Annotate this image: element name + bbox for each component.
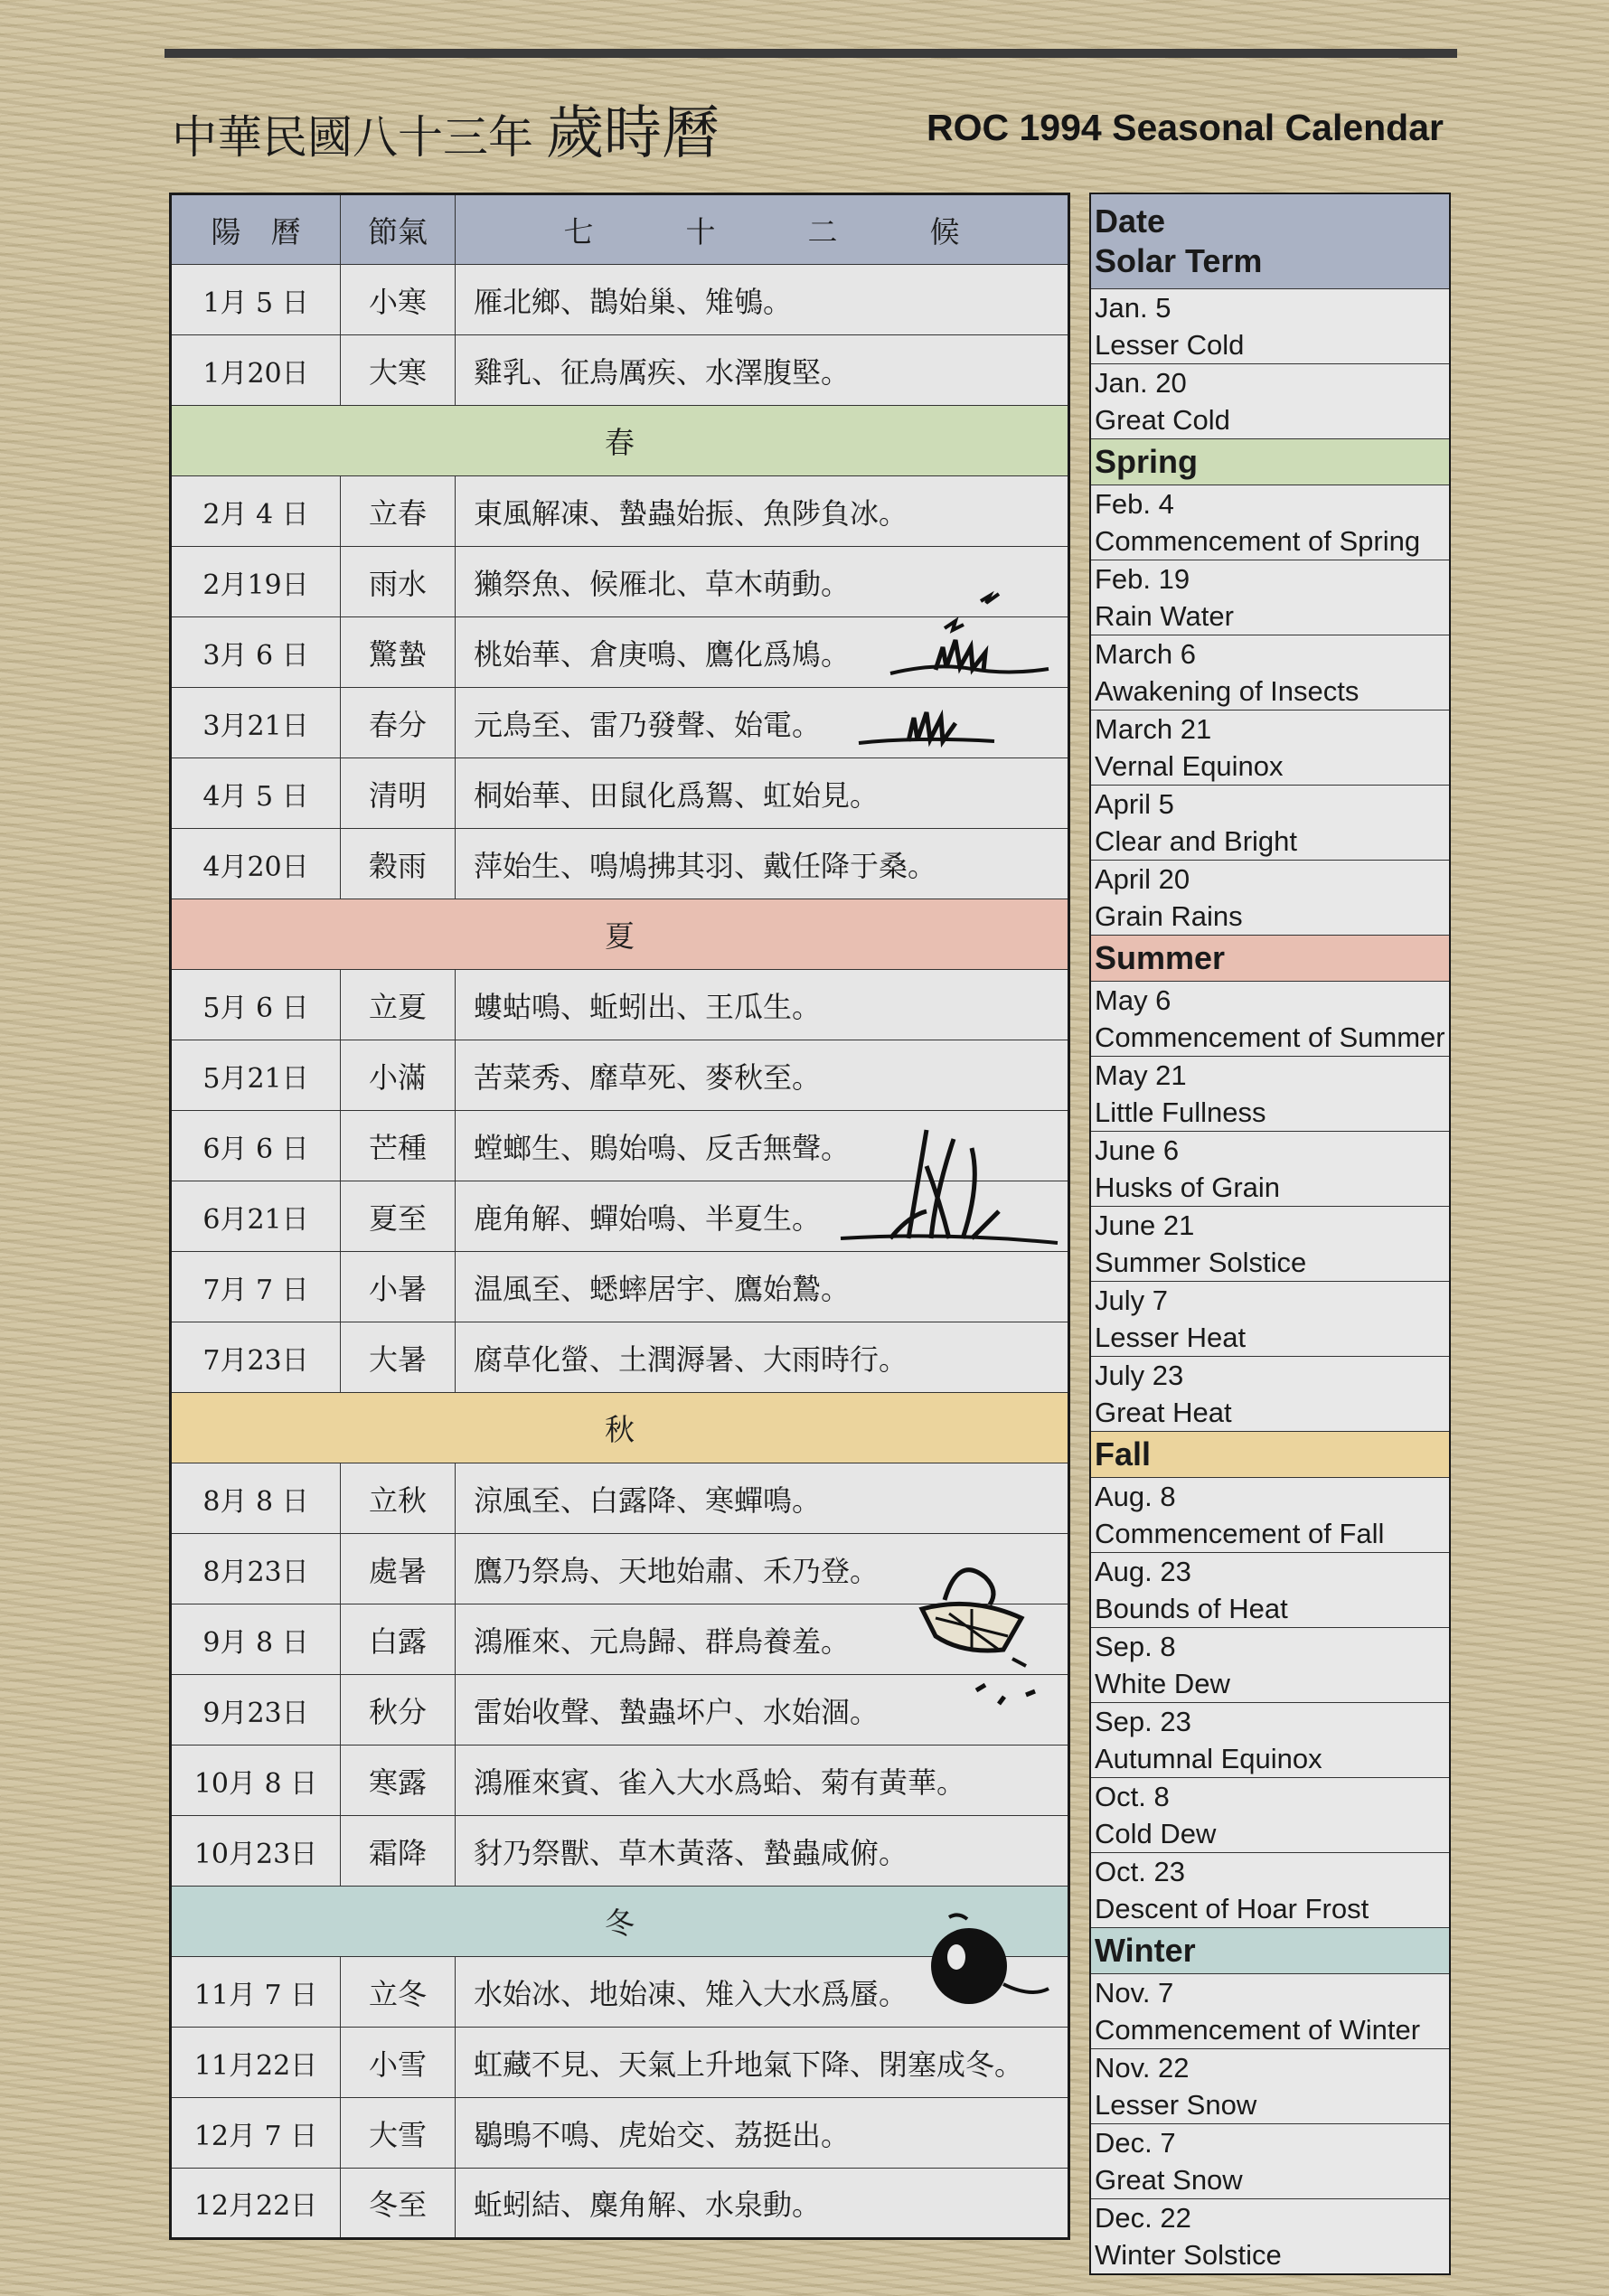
calendar-row [1090,1057,1450,1132]
calendar-row [171,2028,1069,2098]
english-date: Jan. 5 [1095,292,1171,324]
calendar-row [1090,289,1450,364]
english-date: June 21 [1095,1209,1195,1241]
solar-date-cell: 2月19日 [171,547,341,617]
solar-date-cell: 3月21日 [171,688,341,758]
date-term-cell [1090,2049,1450,2124]
calendar-row [1090,2049,1450,2124]
date-term-cell [1090,2124,1450,2199]
calendar-row [171,688,1069,758]
english-date: Nov. 22 [1095,2052,1190,2084]
calendar-row [1090,982,1450,1057]
calendar-row [171,970,1069,1040]
pentads-cell: 虹藏不見、天氣上升地氣下降、閉塞成冬。 [456,2028,1069,2098]
english-solar-term: Commencement of Summer [1095,1021,1445,1053]
calendar-row [1090,2199,1450,2275]
date-term-cell [1090,982,1450,1057]
english-date: Dec. 7 [1095,2127,1176,2159]
season-label: 春 [171,406,1069,476]
header-char: 十 [685,213,716,249]
calendar-row [1090,1974,1450,2049]
pentads-cell: 元鳥至、雷乃發聲、始電。 [456,688,1069,758]
solar-term-cell: 立春 [341,476,456,547]
english-date: June 6 [1095,1134,1180,1166]
solar-term-cell: 霜降 [341,1816,456,1887]
solar-date-cell: 7月 7 日 [171,1252,341,1322]
season-row-winter [171,1887,1069,1957]
page-title-english: ROC 1994 Seasonal Calendar [927,107,1444,148]
english-date: Nov. 7 [1095,1977,1174,2009]
solar-term-cell: 穀雨 [341,829,456,899]
date-term-cell [1090,1478,1450,1553]
calendar-row [171,1816,1069,1887]
english-solar-term: Commencement of Spring [1095,525,1421,557]
calendar-row [1090,1132,1450,1207]
calendar-row [171,1957,1069,2028]
solar-term-cell: 大雪 [341,2098,456,2169]
calendar-row [1090,1357,1450,1432]
season-row-spring [171,406,1069,476]
title-year: 中華民國八十三年 [172,111,533,164]
pentads-cell: 東風解凍、蟄蟲始振、魚陟負冰。 [456,476,1069,547]
pentads-cell: 雞乳、征鳥厲疾、水澤腹堅。 [456,335,1069,406]
calendar-row [171,617,1069,688]
solar-term-cell: 清明 [341,758,456,829]
calendar-row [1090,861,1450,936]
chinese-calendar-table [169,193,1070,2240]
english-solar-term: Autumnal Equinox [1095,1743,1322,1774]
solar-term-cell: 立秋 [341,1463,456,1534]
season-label: 夏 [171,899,1069,970]
english-date: April 20 [1095,863,1190,895]
solar-date-cell: 4月20日 [171,829,341,899]
calendar-row [171,2098,1069,2169]
header-term: Solar Term [1095,242,1263,279]
calendar-row [171,335,1069,406]
date-term-cell [1090,1778,1450,1853]
english-solar-term: Grain Rains [1095,900,1243,932]
solar-term-cell: 小寒 [341,265,456,335]
pentads-cell: 豺乃祭獸、草木黃落、蟄蟲咸俯。 [456,1816,1069,1887]
english-solar-term: Commencement of Fall [1095,1518,1385,1549]
date-term-cell [1090,1207,1450,1282]
calendar-row [1090,1853,1450,1928]
date-term-cell [1090,1132,1450,1207]
solar-date-cell: 11月22日 [171,2028,341,2098]
header-char: 二 [807,213,838,249]
english-solar-term: Lesser Snow [1095,2089,1257,2121]
solar-date-cell: 4月 5 日 [171,758,341,829]
pentads-cell: 萍始生、鳴鳩拂其羽、戴任降于桑。 [456,829,1069,899]
solar-term-cell: 秋分 [341,1675,456,1746]
solar-term-cell: 大暑 [341,1322,456,1393]
english-date: July 23 [1095,1360,1184,1391]
calendar-row [1090,2124,1450,2199]
season-label: Summer [1090,936,1450,982]
pentads-cell: 鴻雁來、元鳥歸、群鳥養羞。 [456,1604,1069,1675]
date-term-cell [1090,2199,1450,2275]
calendar-row [171,2169,1069,2239]
calendar-row [171,1111,1069,1181]
header-char: 七 [563,213,594,249]
solar-date-cell: 5月 6 日 [171,970,341,1040]
pentads-cell: 螻蛄鳴、蚯蚓出、王瓜生。 [456,970,1069,1040]
season-label: 秋 [171,1393,1069,1463]
solar-term-cell: 大寒 [341,335,456,406]
solar-term-cell: 白露 [341,1604,456,1675]
solar-term-cell: 冬至 [341,2169,456,2239]
english-date: Feb. 19 [1095,563,1190,595]
english-header-row [1090,193,1450,289]
calendar-row [171,1746,1069,1816]
english-date: Sep. 8 [1095,1631,1176,1662]
solar-term-cell: 小滿 [341,1040,456,1111]
solar-date-cell: 8月23日 [171,1534,341,1604]
solar-term-cell: 立夏 [341,970,456,1040]
english-solar-term: Cold Dew [1095,1818,1217,1849]
calendar-row [1090,364,1450,439]
solar-date-cell: 2月 4 日 [171,476,341,547]
season-row-summer [171,899,1069,970]
english-solar-term: Bounds of Heat [1095,1593,1288,1624]
english-date: Aug. 23 [1095,1556,1191,1587]
calendar-row [1090,1553,1450,1628]
calendar-row [171,758,1069,829]
calendar-row [1090,1282,1450,1357]
calendar-row [171,1181,1069,1252]
header-solar-date: 陽 曆 [171,194,341,265]
date-term-cell [1090,560,1450,635]
date-term-cell [1090,364,1450,439]
calendar-row [1090,635,1450,710]
calendar-row [1090,560,1450,635]
english-date: July 7 [1095,1284,1168,1316]
solar-term-cell: 雨水 [341,547,456,617]
calendar-row [171,1675,1069,1746]
season-row-summer [1090,936,1450,982]
season-row-spring [1090,439,1450,485]
calendar-row [1090,1703,1450,1778]
english-solar-term: Great Snow [1095,2164,1243,2196]
english-solar-term: Little Fullness [1095,1096,1266,1128]
calendar-row [171,1252,1069,1322]
date-term-cell [1090,1628,1450,1703]
solar-term-cell: 寒露 [341,1746,456,1816]
english-solar-term: Awakening of Insects [1095,675,1360,707]
calendar-row [1090,786,1450,861]
solar-term-cell: 驚蟄 [341,617,456,688]
pentads-cell: 鴻雁來賓、雀入大水爲蛤、菊有黃華。 [456,1746,1069,1816]
calendar-row [171,547,1069,617]
english-date: Aug. 8 [1095,1481,1176,1512]
date-term-cell [1090,485,1450,560]
calendar-row [1090,1778,1450,1853]
english-solar-term: White Dew [1095,1668,1230,1699]
solar-term-cell: 春分 [341,688,456,758]
pentads-cell: 涼風至、白露降、寒蟬鳴。 [456,1463,1069,1534]
solar-date-cell: 5月21日 [171,1040,341,1111]
solar-date-cell: 9月23日 [171,1675,341,1746]
english-calendar-table [1089,193,1451,2275]
pentads-cell: 腐草化螢、土潤溽暑、大雨時行。 [456,1322,1069,1393]
english-solar-term: Lesser Cold [1095,329,1245,361]
season-row-fall [1090,1432,1450,1478]
header-seventy-two-pentads [456,194,1069,265]
calendar-row [1090,710,1450,786]
date-term-cell [1090,1703,1450,1778]
top-rule [165,49,1457,58]
season-label: Fall [1090,1432,1450,1478]
date-term-cell [1090,289,1450,364]
english-solar-term: Vernal Equinox [1095,750,1284,782]
calendar-row [171,1463,1069,1534]
calendar-row [171,1604,1069,1675]
solar-term-cell: 立冬 [341,1957,456,2028]
title-main: 歲時曆 [546,100,720,167]
solar-date-cell: 7月23日 [171,1322,341,1393]
calendar-row [171,476,1069,547]
date-term-cell [1090,1974,1450,2049]
english-date: March 6 [1095,638,1196,670]
solar-date-cell: 6月 6 日 [171,1111,341,1181]
pentads-cell: 温風至、蟋蟀居宇、鷹始鷙。 [456,1252,1069,1322]
chinese-table-body [171,194,1069,2239]
english-solar-term: Husks of Grain [1095,1172,1281,1203]
english-date: Oct. 23 [1095,1856,1185,1887]
date-term-cell [1090,1853,1450,1928]
english-solar-term: Descent of Hoar Frost [1095,1893,1369,1924]
english-date: March 21 [1095,713,1212,745]
pentads-cell: 鹿角解、蟬始鳴、半夏生。 [456,1181,1069,1252]
pentads-cell: 蚯蚓結、麋角解、水泉動。 [456,2169,1069,2239]
english-date: Sep. 23 [1095,1706,1191,1737]
english-date: Feb. 4 [1095,488,1174,520]
english-solar-term: Great Heat [1095,1397,1232,1428]
calendar-row [171,829,1069,899]
header-char: 候 [929,213,960,249]
header-date: Date [1095,202,1166,240]
english-date: May 21 [1095,1059,1187,1091]
solar-date-cell: 8月 8 日 [171,1463,341,1534]
calendar-row [171,265,1069,335]
english-solar-term: Winter Solstice [1095,2239,1282,2271]
pentads-cell: 水始冰、地始凍、雉入大水爲蜃。 [456,1957,1069,2028]
date-term-cell [1090,1282,1450,1357]
pentads-cell: 鷹乃祭鳥、天地始肅、禾乃登。 [456,1534,1069,1604]
solar-date-cell: 1月 5 日 [171,265,341,335]
season-row-fall [171,1393,1069,1463]
page-title-chinese [172,87,720,170]
english-date: April 5 [1095,788,1174,820]
english-solar-term: Lesser Heat [1095,1322,1247,1353]
english-header-cell [1090,193,1450,289]
pentads-cell: 苦菜秀、靡草死、麥秋至。 [456,1040,1069,1111]
season-label: 冬 [171,1887,1069,1957]
calendar-row [171,1040,1069,1111]
solar-term-cell: 芒種 [341,1111,456,1181]
solar-date-cell: 11月 7 日 [171,1957,341,2028]
pentads-cell: 獺祭魚、候雁北、草木萌動。 [456,547,1069,617]
english-solar-term: Clear and Bright [1095,825,1298,857]
english-date: Oct. 8 [1095,1781,1170,1812]
calendar-row [1090,1478,1450,1553]
solar-date-cell: 12月 7 日 [171,2098,341,2169]
date-term-cell [1090,635,1450,710]
calendar-row [1090,1207,1450,1282]
english-date: Jan. 20 [1095,367,1187,399]
date-term-cell [1090,1057,1450,1132]
chinese-header-row [171,194,1069,265]
season-label: Winter [1090,1928,1450,1974]
pentads-cell: 鶡鴠不鳴、虎始交、荔挺出。 [456,2098,1069,2169]
solar-term-cell: 夏至 [341,1181,456,1252]
pentads-cell: 桃始華、倉庚鳴、鷹化爲鳩。 [456,617,1069,688]
pentads-cell: 螳螂生、鵙始鳴、反舌無聲。 [456,1111,1069,1181]
solar-term-cell: 小雪 [341,2028,456,2098]
english-solar-term: Commencement of Winter [1095,2014,1421,2046]
season-label: Spring [1090,439,1450,485]
date-term-cell [1090,1553,1450,1628]
english-date: May 6 [1095,984,1171,1016]
english-solar-term: Great Cold [1095,404,1230,436]
date-term-cell [1090,786,1450,861]
calendar-row [171,1534,1069,1604]
solar-date-cell: 12月22日 [171,2169,341,2239]
solar-date-cell: 6月21日 [171,1181,341,1252]
date-term-cell [1090,1357,1450,1432]
solar-term-cell: 處暑 [341,1534,456,1604]
pentads-cell: 雷始收聲、蟄蟲坏户、水始涸。 [456,1675,1069,1746]
solar-date-cell: 1月20日 [171,335,341,406]
english-solar-term: Rain Water [1095,600,1234,632]
date-term-cell [1090,861,1450,936]
pentads-cell: 桐始華、田鼠化爲鴽、虹始見。 [456,758,1069,829]
solar-date-cell: 9月 8 日 [171,1604,341,1675]
solar-term-cell: 小暑 [341,1252,456,1322]
header-solar-term: 節氣 [341,194,456,265]
solar-date-cell: 10月23日 [171,1816,341,1887]
calendar-row [1090,485,1450,560]
pentads-cell: 雁北鄉、鵲始巢、雉鴝。 [456,265,1069,335]
calendar-row [1090,1628,1450,1703]
solar-date-cell: 3月 6 日 [171,617,341,688]
english-date: Dec. 22 [1095,2202,1191,2234]
english-table-body [1090,193,1450,2274]
english-solar-term: Summer Solstice [1095,1247,1307,1278]
solar-date-cell: 10月 8 日 [171,1746,341,1816]
season-row-winter [1090,1928,1450,1974]
calendar-row [171,1322,1069,1393]
date-term-cell [1090,710,1450,786]
